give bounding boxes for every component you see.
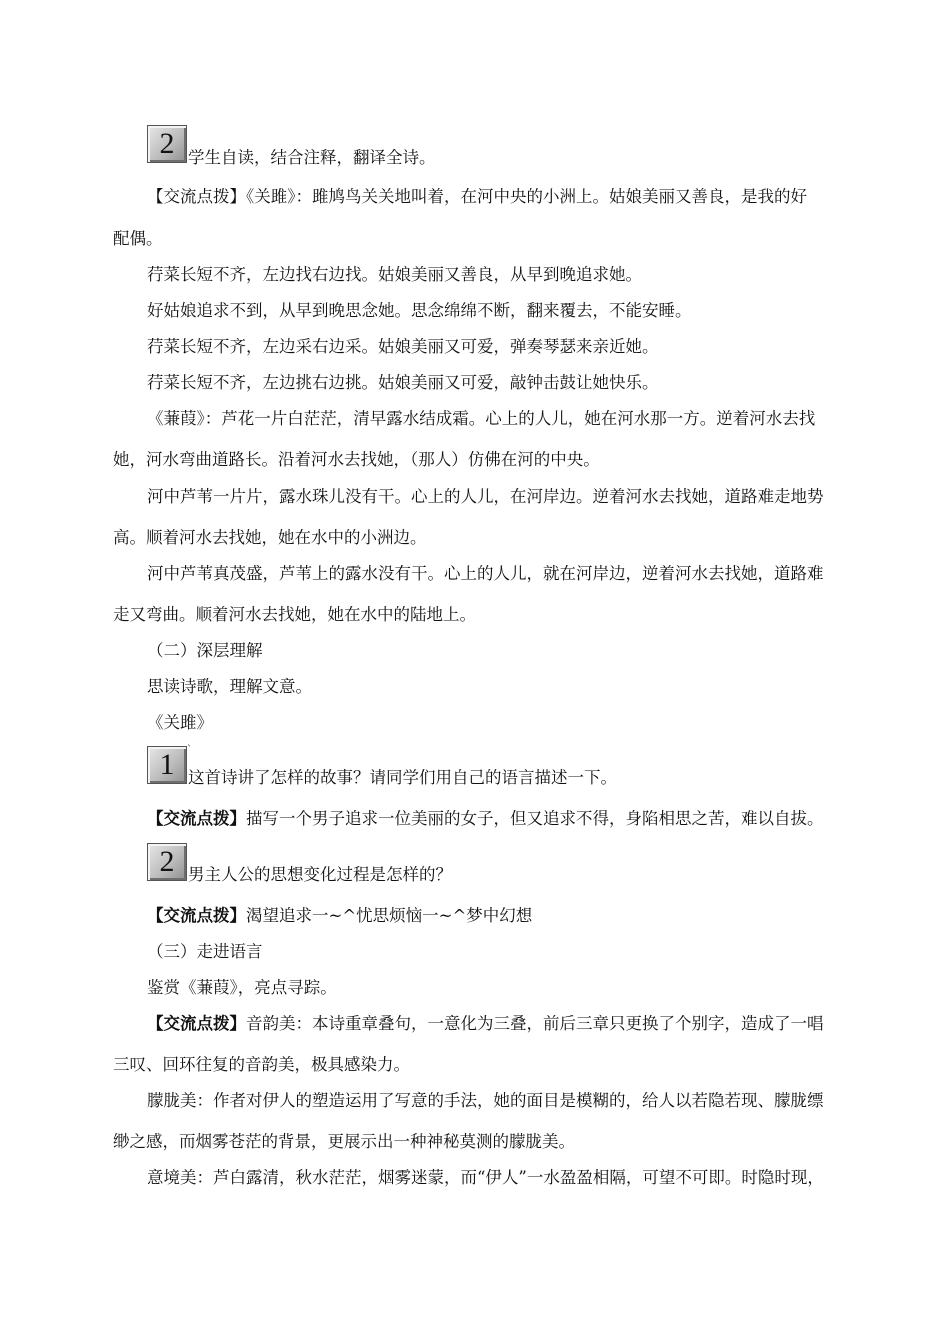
- answer-3-line-1: [147, 1014, 824, 1034]
- jianjia-translation-line-2: 她，河水弯曲道路长。沿着河水去找她，（那人）仿佛在河的中央。: [113, 450, 600, 469]
- badge-tick-mark: `: [187, 745, 192, 756]
- jianjia-translation-line-4: 高。顺着河水去找她，她在水中的小洲边。: [113, 528, 427, 547]
- answer-2-tag: 【交流点拨】: [147, 906, 246, 925]
- poem-title-guanju: 《关雎》: [147, 713, 213, 732]
- guanju-translation-line-1: [147, 187, 807, 207]
- answer-2-text: 渴望追求一~^忧思烦恼一~^梦中幻想: [246, 906, 533, 925]
- answer-1-text: 描写一个男子追求一位美丽的女子，但又追求不得，身陷相思之苦，难以自拔。: [246, 809, 824, 828]
- jianjia-translation-line-1: 《蒹葭》：芦花一片白茫茫，清早露水结成霜。心上的人儿，她在河水那一方。逆着河水去找: [147, 409, 816, 428]
- guanju-translation-text: 《关雎》：雎鸠鸟关关地叫着，在河中央的小洲上。姑娘美丽又善良，是我的好: [246, 187, 807, 206]
- instruction-think-read: 思读诗歌，理解文意。: [147, 677, 312, 696]
- question-1: 这首诗讲了怎样的故事？请同学们用自己的语言描述一下。: [188, 768, 617, 787]
- answer-3-line-3: 朦胧美：作者对伊人的塑造运用了写意的手法，她的面目是模糊的，给人以若隐若现、朦胧缥: [147, 1091, 824, 1110]
- answer-1-tag: 【交流点拨】: [147, 809, 246, 828]
- section-heading-into-language: （三）走进语言: [147, 942, 263, 961]
- answer-1: [147, 809, 824, 829]
- answer-3-line-2: 三叹、回环往复的音韵美，极具感染力。: [113, 1055, 410, 1074]
- instruction-appreciate: 鉴赏《蒹葭》，亮点寻踪。: [147, 978, 337, 997]
- guanju-translation-line-6: 荇菜长短不齐，左边挑右边挑。姑娘美丽又可爱，敲钟击鼓让她快乐。: [147, 373, 659, 392]
- answer-3-line-5: 意境美：芦白露清，秋水茫茫，烟雾迷蒙，而“伊人”一水盈盈相隔，可望不可即。时隐时现，: [147, 1168, 824, 1187]
- task-translate-poem: 学生自读，结合注释，翻译全诗。: [188, 148, 436, 167]
- step-number-1-badge: 1: [147, 746, 187, 784]
- guanju-translation-line-5: 荇菜长短不齐，左边采右边采。姑娘美丽又可爱，弹奏琴瑟来亲近她。: [147, 337, 659, 356]
- answer-3-tag: 【交流点拨】: [147, 1014, 246, 1033]
- guanju-translation-line-3: 荇菜长短不齐，左边找右边找。姑娘美丽又善良，从早到晚追求她。: [147, 265, 642, 284]
- guanju-translation-line-4: 好姑娘追求不到，从早到晚思念她。思念绵绵不断，翻来覆去，不能安睡。: [147, 301, 692, 320]
- answer-2: [147, 906, 532, 926]
- section-heading-deep-understanding: （二）深层理解: [147, 641, 263, 660]
- jianjia-translation-line-3: 河中芦苇一片片，露水珠儿没有干。心上的人儿，在河岸边。逆着河水去找她，道路难走地势: [147, 487, 824, 506]
- step-number-2-badge-second: 2: [147, 843, 187, 881]
- jianjia-translation-line-5: 河中芦苇真茂盛，芦苇上的露水没有干。心上的人儿，就在河岸边，逆着河水去找她，道路难: [147, 564, 824, 583]
- guanju-translation-line-2: 配偶。: [113, 229, 163, 248]
- question-2: 男主人公的思想变化过程是怎样的？: [188, 865, 452, 884]
- answer-3-text: 音韵美：本诗重章叠句，一意化为三叠，前后三章只更换了个别字，造成了一唱: [246, 1014, 824, 1033]
- answer-3-line-4: 缈之感，而烟雾苍茫的背景，更展示出一种神秘莫测的朦胧美。: [113, 1132, 575, 1151]
- guanju-translation-tag: 【交流点拨】: [147, 187, 246, 206]
- jianjia-translation-line-6: 走又弯曲。顺着河水去找她，她在水中的陆地上。: [113, 605, 476, 624]
- step-number-2-badge: 2: [147, 125, 187, 163]
